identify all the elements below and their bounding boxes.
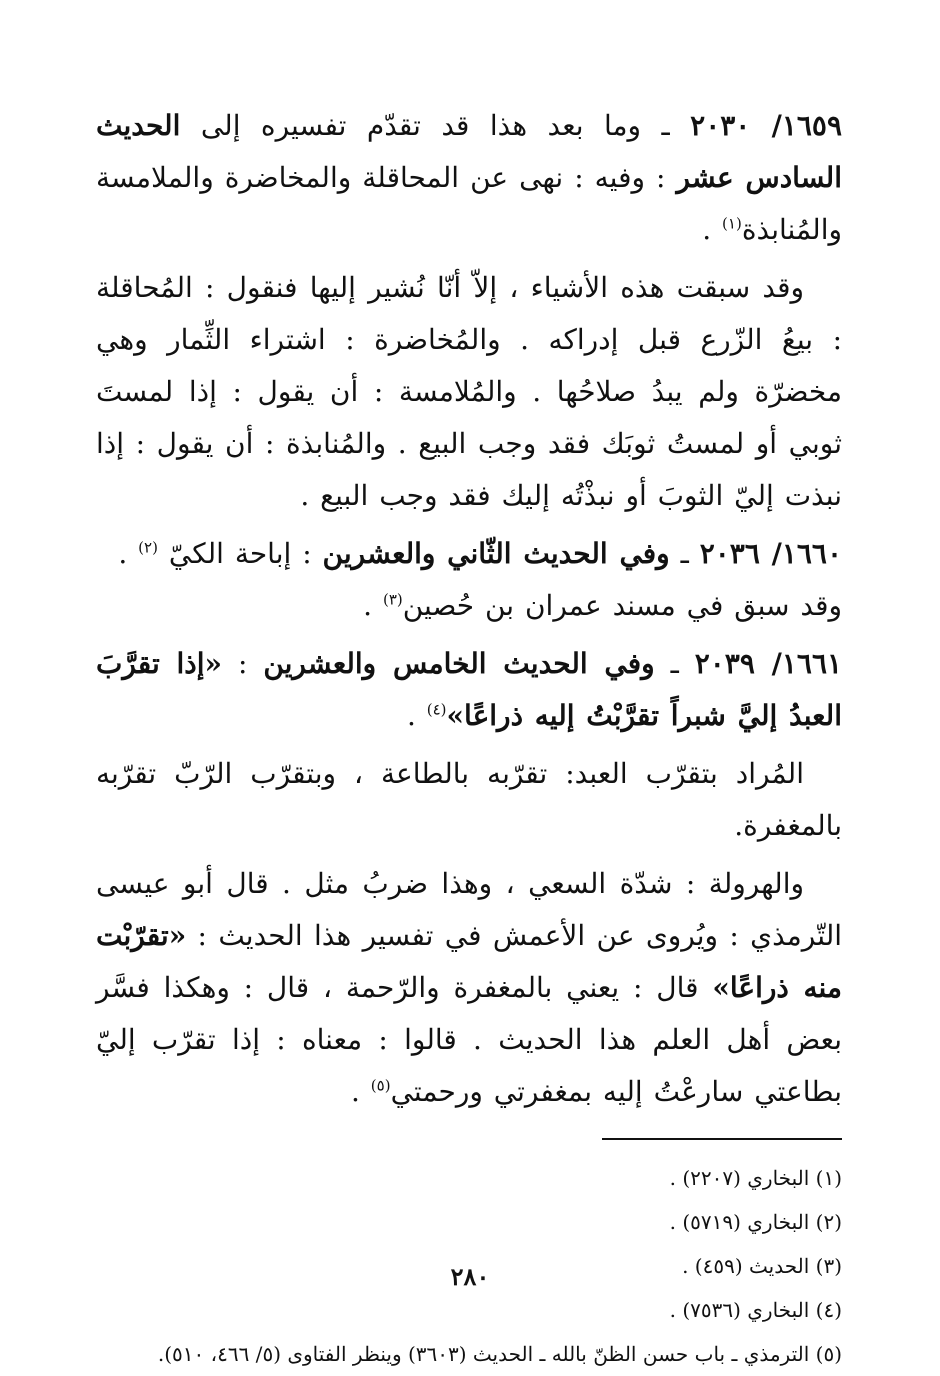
footnote-3: (٣) الحديث (٤٥٩) . <box>682 1254 842 1278</box>
entry-end: . <box>363 589 383 622</box>
entry-number: ١٦٦٠/ ٢٠٣٦ <box>699 537 842 570</box>
page-body <box>96 100 842 1376</box>
entry-heading: وفي الحديث الثّاني والعشرين <box>322 537 670 570</box>
entry-1660 <box>96 528 842 632</box>
footnote-ref[interactable]: (٥) <box>370 1076 391 1095</box>
footnote-ref[interactable]: (٣) <box>382 590 403 609</box>
paragraph-meaning: المُراد بتقرّب العبد: تقرّبه بالطاعة ، وبتقرّب الرّبّ تقرّبه بالمغفرة. <box>96 757 842 842</box>
entry-dash: ـ <box>654 647 695 680</box>
entry-end: . <box>702 213 723 246</box>
entry-line2: وقد سبق في مسند عمران بن حُصين <box>402 589 842 622</box>
paragraph-explanation: وقد سبقت هذه الأشياء ، إلاّ أنّا نُشير إليها فنقول : المُحاقلة : بيعُ الزّرع قبل إدراكه . والمُخاضرة : اشتراء الثِّمار وهي مخضرّة ولم يبدُ صلاحُها . والمُلامسة : أن يقول : إذا لمستَ ثوبي أو لمستُ ثوبَك فقد وجب البيع . والمُنابذة : أن يقول : إذا نبذت إليّ الثوبَ أو نبذْتُه إليك فقد وجب البيع . <box>96 271 842 512</box>
footnote-1: (١) البخاري (٢٢٠٧) . <box>669 1166 842 1190</box>
quote-bold: «تقرّبْت منه ذراعًا» <box>96 919 842 1004</box>
entry-separator: : <box>222 647 264 680</box>
footnote-2: (٢) البخاري (٥٧١٩) . <box>669 1210 842 1234</box>
entry-end: . <box>406 699 427 732</box>
hadith-quote: «إذا تقرَّبَ العبدُ إليَّ شبراً تقرَّبْتُ إليه ذراعًا» <box>96 647 842 732</box>
footnote-ref[interactable]: (٢) <box>138 538 158 557</box>
footnote-ref[interactable]: (١) <box>722 214 742 233</box>
entry-lead-text: وما بعد هذا قد تقدّم تفسيره إلى <box>180 109 642 142</box>
entry-end: . <box>118 537 139 570</box>
footnote-ref[interactable]: (٤) <box>426 700 447 719</box>
entry-text: : إباحة الكيّ <box>157 537 323 570</box>
paragraph-tirmidhi <box>96 858 842 1118</box>
page-number: ٢٨٠ <box>450 1262 490 1291</box>
entry-number: ١٦٦١/ ٢٠٣٩ <box>694 647 843 680</box>
entry-dash: ـ <box>669 537 700 570</box>
paragraph-end: . <box>350 1075 371 1108</box>
entry-text: : وفيه : نهى عن المحاقلة والمخاضرة والملامسة والمُنابذة <box>96 161 842 246</box>
footnote-divider <box>602 1138 842 1140</box>
entry-dash: ـ <box>641 109 691 142</box>
paragraph-text: قال : يعني بالمغفرة والرّحمة ، قال : وهكذا فسَّر بعض أهل العلم هذا الحديث . قالوا : معناه : إذا تقرّب إليّ بطاعتي سارعْتُ إليه بمغفرتي ورحمتي <box>96 971 842 1108</box>
footnote-5: (٥) الترمذي ـ باب حسن الظنّ بالله ـ الحديث (٣٦٠٣) وينظر الفتاوى (٥/ ٤٦٦، ٥١٠). <box>157 1342 842 1366</box>
entry-heading: الحديث السادس عشر <box>96 109 842 194</box>
entry-1659 <box>96 100 842 256</box>
entry-1661 <box>96 638 842 742</box>
entry-number: ١٦٥٩/ ٢٠٣٠ <box>690 109 842 142</box>
paragraph-lead: والهرولة : شدّة السعي ، وهذا ضربُ مثل . قال أبو عيسى التّرمذي : ويُروى عن الأعمش في تفسير هذا الحديث : <box>96 867 842 952</box>
footnote-4: (٤) البخاري (٧٥٣٦) . <box>669 1298 842 1322</box>
entry-heading: وفي الحديث الخامس والعشرين <box>263 647 655 680</box>
